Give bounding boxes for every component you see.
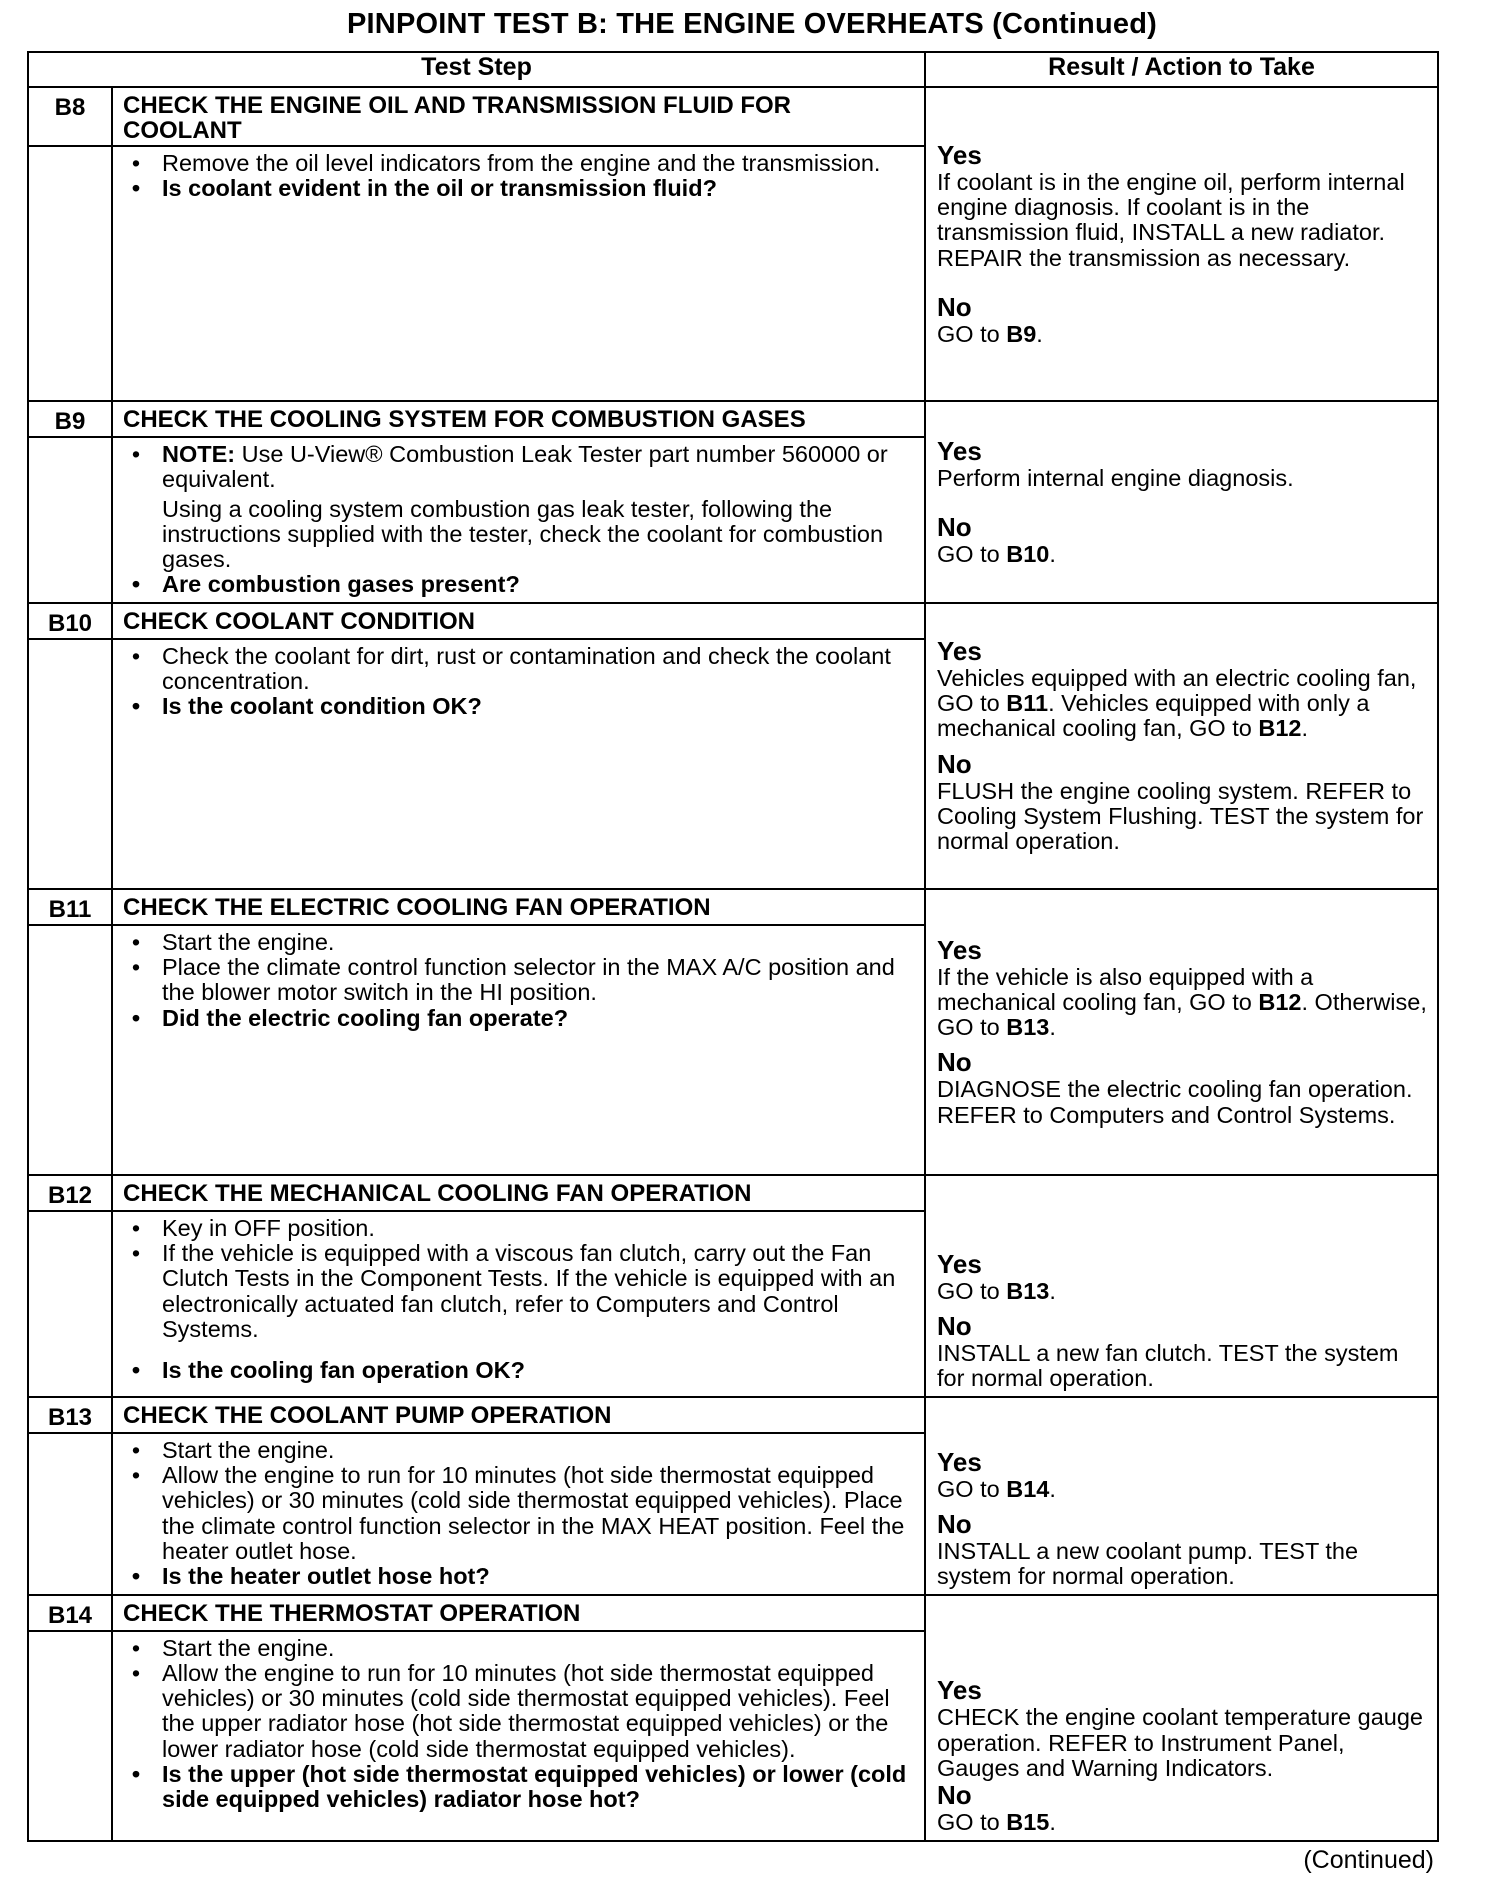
yes-label: Yes	[937, 139, 982, 170]
step-question: • Did the electric cooling fan operate?	[131, 1004, 569, 1031]
table-header-row	[28, 52, 1438, 87]
step-title: CHECK COOLANT CONDITION	[112, 603, 925, 639]
yes-text: Perform internal engine diagnosis.	[937, 464, 1294, 491]
step-question: • Are combustion gases present?	[131, 571, 520, 598]
step-question: • Is the cooling fan operation OK?	[131, 1357, 525, 1384]
step-result	[925, 1175, 1438, 1397]
step-reference: B12	[1258, 715, 1302, 742]
step-id: B11	[28, 889, 112, 925]
step-reference: B13	[1006, 1014, 1050, 1041]
step-result	[925, 889, 1438, 1175]
step-id: B13	[28, 1397, 112, 1433]
no-label: No	[937, 1047, 972, 1078]
list-item: • Key in OFF position.	[131, 1214, 375, 1241]
step-instructions	[112, 1631, 925, 1841]
note-label: NOTE:	[162, 441, 236, 467]
step-title: CHECK THE ENGINE OIL AND TRANSMISSION FLUID FOR COOLANT	[112, 87, 925, 146]
step-title: CHECK THE MECHANICAL COOLING FAN OPERATION	[112, 1175, 925, 1211]
no-label: No	[937, 1508, 972, 1539]
yes-label: Yes	[937, 1675, 982, 1706]
no-text: GO to B9.	[937, 320, 1043, 347]
no-text: FLUSH the engine cooling system. REFER to Cooling System Flushing. TEST the system for normal operation.	[937, 777, 1424, 855]
no-text: DIAGNOSE the electric cooling fan operation. REFER to Computers and Control Systems.	[937, 1076, 1413, 1128]
no-label: No	[937, 1780, 972, 1811]
step-title-row-b10	[28, 603, 1438, 639]
no-label: No	[937, 1311, 972, 1342]
list-item: • Check the coolant for dirt, rust or contamination and check the coolant concentration.	[131, 642, 891, 695]
step-title: CHECK THE COOLING SYSTEM FOR COMBUSTION GASES	[112, 401, 925, 437]
step-result	[925, 1397, 1438, 1595]
yes-text: CHECK the engine coolant temperature gauge operation. REFER to Instrument Panel, Gauges and Warning Indicators.	[937, 1704, 1423, 1781]
step-title-row-b12	[28, 1175, 1438, 1211]
step-reference: B13	[1006, 1277, 1050, 1304]
step-question: • Is the heater outlet hose hot?	[131, 1563, 490, 1590]
no-label: No	[937, 511, 972, 542]
step-title-row-b11	[28, 889, 1438, 925]
step-instructions	[112, 146, 925, 401]
no-label: No	[937, 291, 972, 322]
list-item: • Remove the oil level indicators from the engine and the transmission.	[131, 150, 881, 176]
step-instructions	[112, 1433, 925, 1595]
step-reference: B14	[1006, 1475, 1050, 1502]
header-result: Result / Action to Take	[925, 52, 1438, 87]
step-instructions	[112, 1211, 925, 1397]
step-id: B10	[28, 603, 112, 639]
yes-label: Yes	[937, 435, 982, 466]
no-text: GO to B15.	[937, 1809, 1056, 1836]
list-item: • Start the engine.	[131, 928, 335, 955]
list-item: • Allow the engine to run for 10 minutes (hot side thermostat equipped vehicles) or 30 minutes (cold side thermostat equipped vehicles). Feel the upper radiator hose (hot side thermostat equipped vehicles) or the lower radiator hose (cold side thermostat equipped vehicles).	[131, 1659, 890, 1762]
list-item: • NOTE: Use U-View® Combustion Leak Tester part number 560000 or equivalent.	[131, 441, 888, 493]
yes-text: If the vehicle is also equipped with a mechanical cooling fan, GO to B12. Otherwise, GO to B13.	[937, 963, 1427, 1041]
no-text: INSTALL a new coolant pump. TEST the system for normal operation.	[937, 1537, 1359, 1590]
step-id: B9	[28, 401, 112, 437]
header-test-step: Test Step	[28, 52, 925, 87]
pinpoint-test-table	[27, 51, 1439, 1842]
step-reference: B10	[1006, 540, 1050, 567]
step-reference: B11	[1006, 690, 1049, 717]
list-item: • Start the engine.	[131, 1634, 335, 1661]
step-title: CHECK THE THERMOSTAT OPERATION	[112, 1595, 925, 1631]
step-result	[925, 401, 1438, 603]
yes-text: GO to B13.	[937, 1277, 1056, 1304]
yes-text: If coolant is in the engine oil, perform internal engine diagnosis. If coolant is in the transmission fluid, INSTALL a new radiator. REPAIR the transmission as necessary.	[937, 168, 1405, 271]
yes-text: Vehicles equipped with an electric cooling fan, GO to B11. Vehicles equipped with only a mechanical cooling fan, GO to B12.	[937, 664, 1417, 742]
step-instructions	[112, 437, 925, 603]
yes-label: Yes	[937, 1248, 982, 1279]
step-reference: B12	[1258, 988, 1302, 1015]
step-result	[925, 1595, 1438, 1841]
step-id: B12	[28, 1175, 112, 1211]
step-title: CHECK THE COOLANT PUMP OPERATION	[112, 1397, 925, 1433]
list-item-continuation: Using a cooling system combustion gas leak tester, following the instructions supplied with the tester, check the coolant for combustion gases.	[162, 495, 884, 573]
step-instructions	[112, 925, 925, 1175]
step-instructions	[112, 639, 925, 889]
step-question: • Is the coolant condition OK?	[131, 693, 482, 720]
list-item: • Place the climate control function selector in the MAX A/C position and the blower motor switch in the HI position.	[131, 954, 895, 1006]
step-id: B14	[28, 1595, 112, 1631]
step-title: CHECK THE ELECTRIC COOLING FAN OPERATION	[112, 889, 925, 925]
no-label: No	[937, 748, 972, 779]
yes-label: Yes	[937, 934, 982, 965]
no-text: INSTALL a new fan clutch. TEST the system for normal operation.	[937, 1340, 1399, 1392]
list-item: • If the vehicle is equipped with a viscous fan clutch, carry out the Fan Clutch Tests in the Component Tests. If the vehicle is equipped with an electronically actuated fan clutch, refer to Computers and Control Systems.	[131, 1240, 896, 1342]
no-text: GO to B10.	[937, 540, 1056, 567]
list-item: • Start the engine.	[131, 1436, 335, 1463]
step-result	[925, 603, 1438, 889]
step-id: B8	[28, 87, 112, 146]
step-title-row-b13	[28, 1397, 1438, 1433]
yes-label: Yes	[937, 1446, 982, 1477]
page-title: PINPOINT TEST B: THE ENGINE OVERHEATS (Continued)	[347, 8, 1157, 40]
step-question: • Is the upper (hot side thermostat equipped vehicles) or lower (cold side equipped vehicles) radiator hose hot?	[131, 1761, 907, 1813]
list-item: • Allow the engine to run for 10 minutes (hot side thermostat equipped vehicles) or 30 minutes (cold side thermostat equipped vehicles). Place the climate control function selector in the MAX HEAT position. Feel the heater outlet hose.	[131, 1462, 905, 1564]
step-reference: B9	[1006, 320, 1037, 347]
yes-text: GO to B14.	[937, 1475, 1056, 1502]
step-result	[925, 87, 1438, 401]
step-title-row-b14	[28, 1595, 1438, 1631]
yes-label: Yes	[937, 635, 982, 666]
step-question: • Is coolant evident in the oil or transmission fluid?	[131, 175, 717, 202]
step-title-row-b9	[28, 401, 1438, 437]
continued-label: (Continued)	[1303, 1846, 1434, 1874]
step-reference: B15	[1006, 1809, 1050, 1836]
step-title-row-b8	[28, 87, 1438, 146]
